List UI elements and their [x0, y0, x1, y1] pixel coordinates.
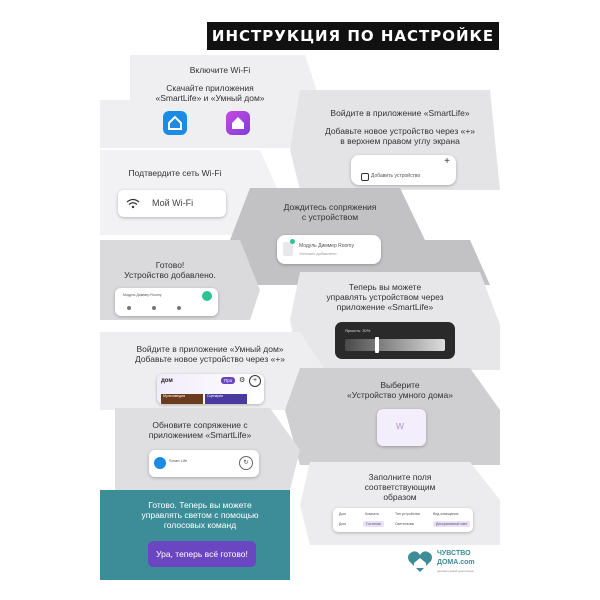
step7-text-1: Войдите в приложение «Умный дом» — [136, 344, 284, 354]
plus-icon[interactable]: + — [444, 156, 450, 167]
gear-icon[interactable]: ⚙ — [239, 377, 246, 384]
step2-text-2: Добавьте новое устройство через «+» — [324, 126, 476, 136]
home-header: дом — [161, 378, 173, 384]
wifi-name: Мой Wi-Fi — [152, 198, 194, 208]
wifi-network-card[interactable] — [118, 190, 226, 217]
step11-text-2: управлять светом с помощью — [141, 510, 259, 520]
status-dot — [290, 239, 295, 244]
pairing-card — [277, 235, 381, 264]
table-value-1[interactable]: Дом — [339, 522, 346, 526]
device-icon — [283, 242, 293, 256]
step9-text-1: Обновите сопряжение с — [152, 420, 248, 430]
control-dot-3[interactable] — [177, 306, 181, 310]
step4-text-1: Дождитесь сопряжения — [283, 202, 377, 212]
step2-text-1: Войдите в приложение «SmartLife» — [330, 108, 470, 118]
step6-text-2: управлять устройством через — [326, 292, 444, 302]
page-title: ИНСТРУКЦИЯ ПО НАСТРОЙКЕ — [207, 22, 499, 50]
smart-device-tile[interactable] — [377, 409, 426, 446]
table-header-4: Вид освещения — [433, 512, 459, 516]
step10-text-2: соответствующим — [364, 482, 436, 492]
smart-home-app-icon — [226, 111, 250, 135]
step5-text-1: Готово! — [155, 260, 185, 270]
add-plus-button[interactable]: + — [249, 375, 261, 387]
step2-text-3: в верхнем правом углу экрана — [340, 136, 460, 146]
wifi-icon — [126, 198, 140, 209]
logo-tagline: делаем умный дом проще — [437, 569, 474, 573]
settings-table-card — [333, 508, 473, 532]
toggle-icon[interactable] — [202, 291, 212, 301]
step11-text-1: Готово. Теперь вы можете — [148, 500, 252, 510]
pro-badge[interactable]: Про — [221, 377, 235, 384]
brightness-slider-thumb[interactable] — [375, 337, 379, 353]
step3-text: Подтвердите сеть Wi-Fi — [128, 168, 222, 178]
step8-text-2: «Устройство умного дома» — [347, 390, 453, 400]
smart-home-card — [157, 374, 264, 404]
step7-text-2: Добавьте новое устройство через «+» — [134, 354, 286, 364]
step11-text-3: голосовых команд — [163, 520, 237, 530]
smart-device-icon: ᴡ — [396, 420, 404, 432]
table-value-2[interactable]: Гостиная — [363, 521, 384, 527]
step1-text-2: Скачайте приложения — [166, 83, 254, 93]
step1-text-1: Включите Wi-Fi — [189, 65, 251, 75]
logo-line-1: ЧУВСТВО — [437, 550, 471, 557]
table-value-3[interactable]: Светильник — [395, 522, 415, 526]
step10-text-3: образом — [383, 492, 417, 502]
step6-text-1: Теперь вы можете — [348, 282, 422, 292]
step10-text-1: Заполните поля — [368, 472, 432, 482]
brightness-card — [335, 322, 455, 359]
refresh-icon[interactable]: ↻ — [239, 456, 253, 470]
control-dot-1[interactable] — [127, 306, 131, 310]
smartlife-link-card — [149, 450, 259, 477]
logo-line-2: ДОМА.com — [437, 559, 475, 566]
table-header-3: Тип устройства — [395, 512, 420, 516]
pairing-card-sub: Успешно добавлено — [299, 251, 337, 256]
table-header-2: Комната — [365, 512, 379, 516]
device-added-card — [115, 288, 218, 316]
add-device-label[interactable]: Добавить устройство — [371, 173, 421, 179]
smartlife-card-title: Smart Life — [169, 458, 188, 463]
smartlife-app-icon — [163, 111, 187, 135]
tile-multimedia[interactable]: Мультимедиа — [161, 394, 203, 404]
pairing-card-title: Модуль Диммер Roomy — [299, 243, 354, 249]
brightness-slider-track[interactable] — [345, 339, 445, 351]
done-button[interactable]: Ура, теперь всё готово! — [148, 541, 256, 567]
brightness-label: Яркость: 30% — [345, 328, 371, 333]
step5-text-2: Устройство добавлено. — [124, 270, 216, 280]
add-device-icon — [361, 173, 369, 181]
heart-house-icon — [407, 550, 433, 574]
step4-text-2: с устройством — [301, 212, 359, 222]
step6-text-3: приложение «SmartLife» — [336, 302, 434, 312]
step8-text-1: Выберите — [380, 380, 420, 390]
add-device-card — [351, 155, 456, 185]
step1-text-3: «SmartLife» и «Умный дом» — [155, 93, 265, 103]
tile-scenarios[interactable]: Сценарии — [205, 394, 247, 404]
device-added-title: Модуль Диммер Roomy — [123, 293, 162, 297]
table-value-4[interactable]: Декоративный свет — [433, 521, 470, 527]
control-dot-2[interactable] — [152, 306, 156, 310]
table-header-1: Дом — [339, 512, 346, 516]
step9-text-2: приложением «SmartLife» — [148, 430, 252, 440]
smartlife-mini-icon — [154, 457, 166, 469]
brand-logo — [407, 548, 502, 578]
